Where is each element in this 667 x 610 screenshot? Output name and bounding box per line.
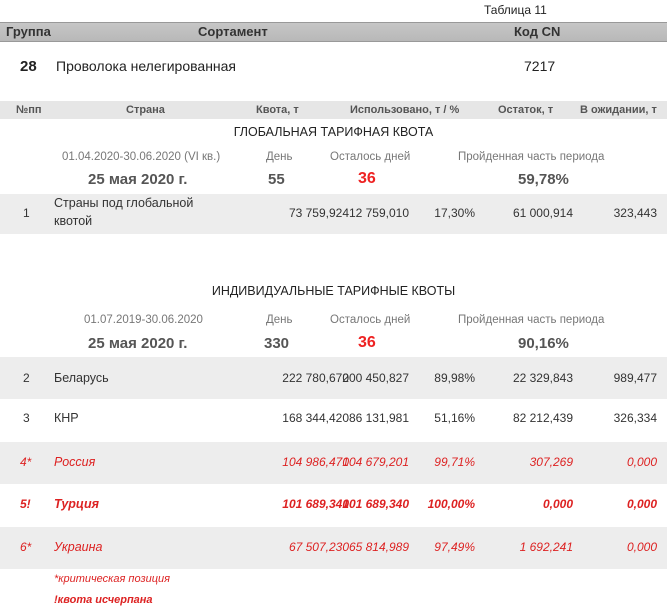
row-rest: 61 000,914 xyxy=(512,206,573,220)
individual-days-left-value: 36 xyxy=(358,334,376,351)
table-row xyxy=(0,194,667,234)
row-country: Беларусь xyxy=(54,371,109,385)
individual-date: 25 мая 2020 г. xyxy=(88,335,188,352)
row-used: 12 759,010 xyxy=(348,206,409,220)
individual-period: 01.07.2019-30.06.2020 xyxy=(84,314,203,326)
row-country-line1: Страны под глобальной xyxy=(54,196,194,210)
row-num: 1 xyxy=(23,206,30,220)
table-row xyxy=(0,357,667,399)
group-cn-code: 7217 xyxy=(524,58,556,74)
individual-quota-title: ИНДИВИДУАЛЬНЫЕ ТАРИФНЫЕ КВОТЫ xyxy=(211,284,456,298)
row-pending: 0,000 xyxy=(626,540,657,554)
row-rest: 1 692,241 xyxy=(519,540,573,554)
header-bar xyxy=(0,22,667,42)
row-pct: 99,71% xyxy=(434,455,475,469)
row-used: 86 131,981 xyxy=(348,411,409,425)
individual-passed-value: 90,16% xyxy=(518,335,569,352)
row-rest: 82 212,439 xyxy=(512,411,573,425)
row-pct: 51,16% xyxy=(434,411,475,425)
row-pct: 100,00% xyxy=(427,497,475,511)
col-rest: Остаток, т xyxy=(498,104,554,116)
row-rest: 22 329,843 xyxy=(512,371,573,385)
group-name: Проволока нелегированная xyxy=(56,58,237,74)
row-rest: 307,269 xyxy=(529,455,573,469)
row-country: Украина xyxy=(54,540,103,554)
col-pending: В ожидании, т xyxy=(580,104,657,116)
global-days-left-value: 36 xyxy=(358,170,376,187)
global-passed-label: Пройденная часть периода xyxy=(458,151,605,163)
col-quota: Квота, т xyxy=(256,104,299,116)
row-pending: 0,000 xyxy=(626,455,657,469)
col-country: Страна xyxy=(126,104,165,116)
row-num: 4* xyxy=(20,455,32,469)
row-country: Россия xyxy=(54,455,96,469)
note-critical: *критическая позиция xyxy=(54,573,170,585)
table-row xyxy=(0,442,667,484)
col-num: №пп xyxy=(16,104,42,116)
individual-left-label: Осталось дней xyxy=(330,314,411,326)
row-used: 101 689,340 xyxy=(342,497,409,511)
table-row xyxy=(0,527,667,569)
row-quota: 104 986,470 xyxy=(282,455,349,469)
note-exhausted: !квота исчерпана xyxy=(54,594,153,606)
row-pct: 17,30% xyxy=(434,206,475,220)
header-assortment: Сортамент xyxy=(198,24,268,39)
row-quota: 168 344,420 xyxy=(282,411,349,425)
column-header-row xyxy=(0,101,667,119)
row-quota: 101 689,340 xyxy=(282,497,349,511)
row-pct: 97,49% xyxy=(434,540,475,554)
row-quota: 73 759,924 xyxy=(288,206,349,220)
global-period: 01.04.2020-30.06.2020 (VI кв.) xyxy=(62,151,221,163)
row-used: 200 450,827 xyxy=(342,371,409,385)
individual-day-value: 330 xyxy=(264,335,290,352)
table-row xyxy=(0,400,667,442)
row-pending: 0,000 xyxy=(626,497,657,511)
global-passed-value: 59,78% xyxy=(518,171,569,188)
row-country-line2: квотой xyxy=(54,214,93,228)
row-num: 2 xyxy=(23,371,30,385)
table-row xyxy=(0,485,667,527)
individual-day-label: День xyxy=(266,314,293,326)
header-group: Группа xyxy=(6,24,51,39)
global-day-label: День xyxy=(266,151,293,163)
row-used: 104 679,201 xyxy=(342,455,409,469)
row-num: 5! xyxy=(20,497,31,511)
row-country: Турция xyxy=(54,497,99,511)
table-number: Таблица 11 xyxy=(484,3,547,17)
row-quota: 222 780,670 xyxy=(282,371,349,385)
global-day-value: 55 xyxy=(268,171,285,188)
row-pending: 323,443 xyxy=(613,206,657,220)
global-date: 25 мая 2020 г. xyxy=(88,171,188,188)
row-used: 65 814,989 xyxy=(348,540,409,554)
group-number: 28 xyxy=(20,58,37,75)
row-rest: 0,000 xyxy=(542,497,573,511)
header-cn: Код CN xyxy=(514,24,561,39)
row-country: КНР xyxy=(54,411,79,425)
row-quota: 67 507,230 xyxy=(288,540,349,554)
row-num: 3 xyxy=(23,411,30,425)
col-used: Использовано, т / % xyxy=(350,104,460,116)
row-num: 6* xyxy=(20,540,32,554)
individual-passed-label: Пройденная часть периода xyxy=(458,314,605,326)
row-pending: 326,334 xyxy=(613,411,657,425)
global-quota-title: ГЛОБАЛЬНАЯ ТАРИФНАЯ КВОТА xyxy=(233,125,434,139)
row-pending: 989,477 xyxy=(613,371,657,385)
global-left-label: Осталось дней xyxy=(330,151,411,163)
row-pct: 89,98% xyxy=(434,371,475,385)
